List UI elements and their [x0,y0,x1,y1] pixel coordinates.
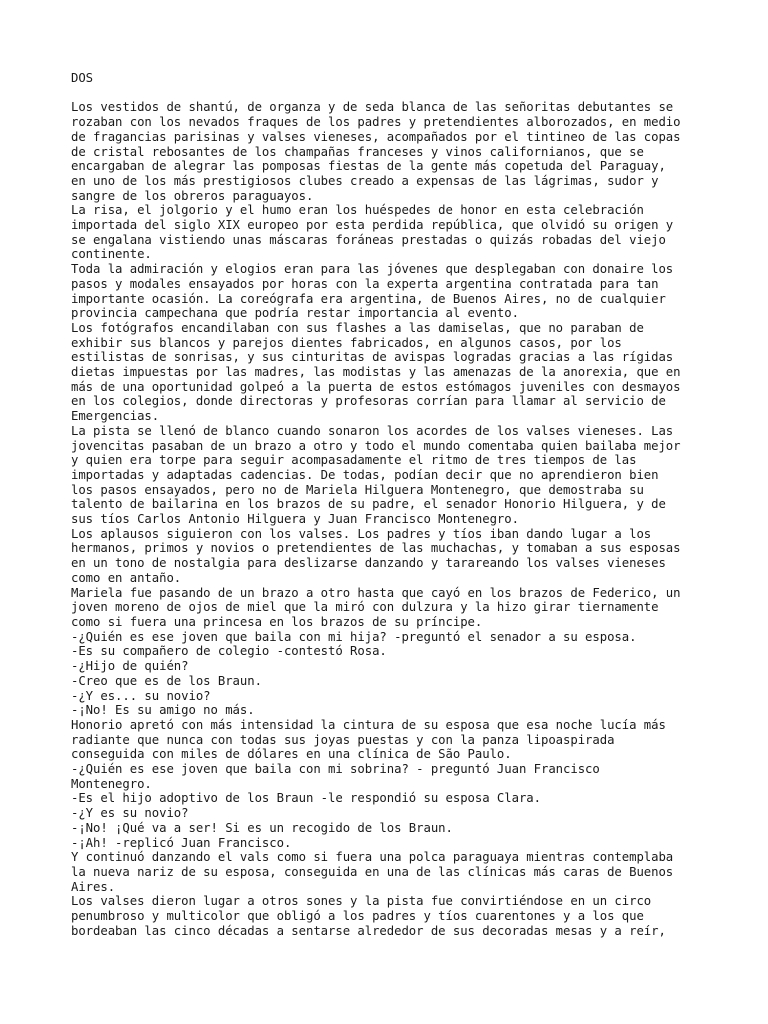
text-line: se engalana vistiendo unas máscaras foráneas prestadas o quizás robadas del viejo [71,232,666,247]
text-line: como si fuera una princesa en los brazos de su príncipe. [71,615,483,629]
text-line: provincia campechana que podría restar importancia al evento. [71,306,519,321]
text-line: estilistas de sonrisas, y sus cinturitas de avispas logradas gracias a las rígidas [71,350,674,365]
text-line: la nueva nariz de su esposa, conseguida en una de las clínicas más caras de Buenos [71,864,674,879]
text-line: Los vestidos de shantú, de organza y de seda blanca de las señoritas debutantes se [71,100,674,115]
text-line: La pista se llenó de blanco cuando sonaron los acordes de los valses vieneses. Las [71,423,674,438]
body-text [71,100,711,938]
text-line: -¡No! Es su amigo no más. [71,703,255,718]
chapter-heading: DOS [71,71,94,85]
text-line: importadas y adaptadas cadencias. De todas, podían decir que no aprendieron bien [71,467,659,482]
text-line: talento de bailarina en los brazos de su padre, el senador Honorio Hilguera, y de [71,497,666,512]
text-line: importada del siglo XIX europeo por esta perdida república, que olvidó su origen y [71,218,674,233]
text-line: como en antaño. [71,570,182,585]
text-line: hermanos, primos y novios o pretendientes de las muchachas, y tomaban a sus esposas [71,541,681,556]
text-line: La risa, el jolgorio y el humo eran los huéspedes de honor en esta celebración [71,203,644,218]
text-line: pasos y modales ensayados por horas con la experta argentina contratada para tan [71,276,659,291]
text-line: -¿Quién es ese joven que baila con mi sobrina? - preguntó Juan Francisco [71,762,600,777]
text-line: en un tono de nostalgia para deslizarse danzando y tarareando los valses vieneses [71,556,666,571]
text-line: -¡No! ¡Qué va a ser! Si es un recogido de los Braun. [71,820,453,835]
text-line: -¿Quién es ese joven que baila con mi hija? -preguntó el senador a su esposa. [71,629,637,644]
text-line: penumbroso y multicolor que obligó a los padres y tíos cuarentones y a los que [71,909,644,924]
text-line: Aires. [71,879,116,894]
text-line: los pasos ensayados, pero no de Mariela Hilguera Montenegro, que demostraba su [71,482,644,497]
text-line: rozaban con los nevados fraques de los padres y pretendientes alborozados, en medio [71,115,681,130]
text-line: Los aplausos siguieron con los valses. Los padres y tíos iban dando lugar a los [71,526,652,541]
text-line: Y continuó danzando el vals como si fuera una polca paraguaya mientras contemplaba [71,850,674,865]
text-line: en los colegios, donde directoras y profesoras corrían para llamar al servicio de [71,394,666,409]
text-line: Toda la admiración y elogios eran para las jóvenes que desplegaban con donaire los [71,262,674,277]
text-line: -¿Hijo de quién? [71,659,189,674]
text-line: jovencitas pasaban de un brazo a otro y todo el mundo comentaba quien bailaba mejor [71,438,681,453]
text-line: exhibir sus blancos y parejos dientes fabricados, en algunos casos, por los [71,335,622,350]
text-line: de cristal rebosantes de los champañas franceses y vinos californianos, que se [71,144,644,159]
text-line: Montenegro. [71,776,152,791]
text-line: continente. [71,247,152,262]
text-line: -¡Ah! -replicó Juan Francisco. [71,835,292,850]
text-line: sangre de los obreros paraguayos. [71,188,314,203]
text-line: -¿Y es su novio? [71,806,189,821]
text-line: Los valses dieron lugar a otros sones y la pista fue convirtiéndose en un circo [71,894,652,909]
text-line: dietas impuestas por las madres, las modistas y las amenazas de la anorexia, que en [71,365,681,380]
text-line: encargaban de alegrar las pomposas fiestas de la gente más copetuda del Paraguay, [71,159,666,174]
text-line: Emergencias. [71,409,160,424]
text-line: joven moreno de ojos de miel que la miró con dulzura y la hizo girar tiernamente [71,600,659,615]
text-line: y quien era torpe para seguir acompasadamente el ritmo de tres tiempos de las [71,453,637,468]
text-line: -Es el hijo adoptivo de los Braun -le respondió su esposa Clara. [71,791,541,806]
text-line: de fragancias parisinas y valses vieneses, acompañados por el tintineo de las copas [71,129,681,144]
text-line: -Creo que es de los Braun. [71,673,262,688]
text-line: Honorio apretó con más intensidad la cintura de su esposa que esa noche lucía más [71,717,666,732]
text-line: importante ocasión. La coreógrafa era argentina, de Buenos Aires, no de cualquier [71,291,666,306]
text-line: conseguida con miles de dólares en una clínica de São Paulo. [71,747,512,762]
text-line: -Es su compañero de colegio -contestó Rosa. [71,644,387,659]
text-line: en uno de los más prestigiosos clubes creado a expensas de las lágrimas, sudor y [71,173,659,188]
text-line: bordeaban las cinco décadas a sentarse alrededor de sus decoradas mesas y a reír, [71,923,666,938]
text-line: Mariela fue pasando de un brazo a otro hasta que cayó en los brazos de Federico, un [71,585,681,600]
text-line: sus tíos Carlos Antonio Hilguera y Juan Francisco Montenegro. [71,512,519,527]
text-line: radiante que nunca con todas sus joyas puestas y con la panza lipoaspirada [71,732,615,747]
text-line: más de una oportunidad golpeó a la puerta de estos estómagos juveniles con desmayos [71,379,681,394]
document-page [71,71,711,938]
text-line: Los fotógrafos encandilaban con sus flashes a las damiselas, que no paraban de [71,320,644,335]
text-line: -¿Y es... su novio? [71,688,211,703]
